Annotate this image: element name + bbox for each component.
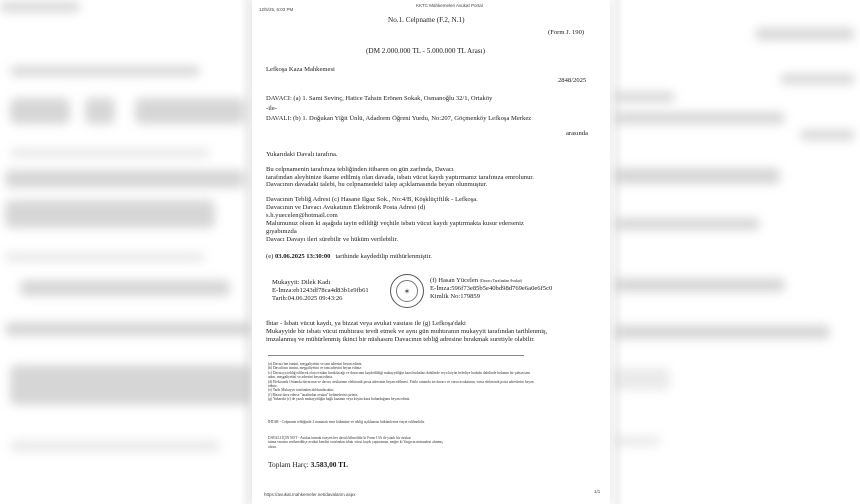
footnote: (d) Elektronik Ortamda davacının ve davacı avukatının elektronik posta adresinin beyan edilmesi. Fiziki ortamda ise davacı ve varsa avukatının, varsa elektronik posta adreslerini beyan ediniz. (268, 379, 534, 389)
value-range: (DM 2.000.000 TL - 5.000.000 TL Arası) (366, 47, 485, 55)
seal-date-line (266, 253, 432, 261)
body-line: Davacının davadaki talebi, bu celpnamedeki talep açıklamasında beyan olunmuştur. (266, 181, 488, 188)
print-datetime: 12/5/25, 6:03 PM (259, 7, 294, 12)
print-url: https://avukat.mahkemeler.net/davalarim.aspx (264, 492, 356, 497)
fee-value: 3.583,00 TL (310, 460, 349, 469)
warning-line: imzalanmış ve mühürlenmiş ikinci bir nüshasını Davacının tebliğ adresine bırakmak suretiyle olabilir. (266, 336, 535, 343)
service-address: Davacının Tebliğ Adresi (c) Hasane Ilgaz Sok., No:4/B, Köşklüçiftlik - Lefkoşa. (266, 196, 478, 203)
warning-line: Mukayyide bir isbatı vücut muhtırası tevdi etmek ve aynı gün muhtıranın mukayyit tarafından tarihlenmiş, (266, 328, 548, 335)
versus-line: -ile- (266, 105, 277, 112)
form-number: (Form J. 190) (548, 29, 585, 36)
notice-line: gıyabınızda (266, 228, 297, 235)
footnote-divider (268, 355, 524, 356)
page-indicator: 1/1 (594, 489, 601, 494)
case-number: 2848/2025 (558, 77, 587, 84)
seal-date-prefix: (e) (266, 253, 274, 260)
defendant-note (268, 436, 548, 449)
addressee-line: Yukarıdaki Davalı tarafına. (266, 151, 338, 158)
footnote: (g) Yukarıda (c) de yazılı mukayyitliğin bağlı kazanın veya köyün kaza bulunduğunu beyan ediniz. (268, 397, 411, 402)
body-line: Bu celpnamenin tarafınıza tebliğinden itibaren on gün zarfında, Davacı (266, 166, 454, 173)
document-page (252, 0, 610, 504)
fee-label: Toplam Harç: (268, 460, 309, 469)
email-label: Davacının ve Davacı Avukatının Elektronik Posta Adresi (d) (266, 204, 426, 211)
footnotes (268, 362, 538, 402)
document-title: No.1. Celpname (F.2, N.1) (388, 16, 465, 24)
lawyer-name: (f) Hasan Yücelen (430, 277, 479, 284)
body-line: tarafından aleyhinize ikame edilmiş olan davada, isbatı vücut kaydı yaptırmanız tarafınıza emrolunur. (266, 173, 534, 181)
defendant-note-line: DAVALI İÇİN NOT - Avukat tutmak isteyen her davalı bilmelidir ki Form 13A ile yazılı bir avukat (268, 436, 411, 440)
defendant-note-line: olsun. (268, 444, 277, 449)
seal-date-suffix: tarihinde kaydedilip mühürlenmiştir. (335, 253, 432, 260)
footnote: (a) Davacı'nın ismini, meşgaliyetini ve tam adresini beyan ediniz. (268, 362, 363, 366)
lawyer-id: Kimlik No:179859 (430, 293, 481, 300)
court-name: Lefkoşa Kaza Mahkemesi (266, 66, 335, 73)
footnote: (f) Bizzat dava ederse "tarafından avukat" kelimelerini çiziniz. (268, 392, 358, 397)
registrar-signature: E-İmza:eb1243df78ca4d83b1e9fb61 (272, 287, 369, 294)
notice-line: Malumunuz olsun ki aşağıda tayin edildiği veçhile isbatı vücut kaydı yaptırmakta kusur ederseniz (266, 220, 524, 227)
defendant-note-line: tutma vasıtası verilmedikçe avukat kendisi tarafından isbatı vücut kaydı yaptıramaz, meğer ki Yargıcın müsaadesi alınmış (268, 440, 443, 445)
court-seal-icon: ✶ (390, 274, 424, 308)
footnote: (c) Davacıya tebliğ edilecek olan evrakın bırakılacağı ve davacının kaydedildiği mukayyitliğin kaza hudutları dahilinde veya köyün belediye hududu dahilinde bulunan bir şahsın tam adını, meşgaliyetini ve adresini beyan ediniz. (268, 370, 530, 380)
service-notice: İHTAR - Celpname tebliğinde 2 numaralı emir hükmüne ve tebliğ açıklaması hükümlerine riayet edilmelidir. (268, 420, 425, 424)
plaintiff-line: DAVACI: (a) 1. Sami Sevinç, Hatice Tahsin Erönen Sokak, Osmanoğlu 32/1, Ortaköy (266, 95, 493, 102)
portal-title: KKTC Mahkemeleri Avukat Portal (416, 3, 483, 8)
lawyer-role: (Davacı Tarafından Avukat) (479, 279, 522, 283)
seal-datetime: 03.06.2025 13:30:00 (274, 253, 331, 260)
between-label: arasında (566, 130, 588, 137)
warning-line: İhtar - İsbatı vücut kaydı, ya bizzat veya avukat vasıtası ile (g) Lefkoşa'daki (266, 320, 466, 327)
footnote: (e) Tarih Mukayyit tarafından doldurulacaktır. (268, 388, 335, 393)
footnote: (b) Davalı'nın ismini, meşgaliyetini ve tam adresini beyan ediniz. (268, 366, 362, 371)
defendant-line: DAVALI: (b) 1. Doğukan Yiğit Ünlü, Adadorm Öğreni Yurdu, No:207, Göçmenköy Lefkoşa Merkez (266, 115, 532, 122)
notice-line: Davacı Davayı ileri sürebilir ve hüküm verilebilir. (266, 236, 399, 243)
registrar-name: Mukayyit: Dilek Kadı (272, 279, 331, 286)
total-fee (268, 460, 348, 469)
registrar-date: Tarih:04.06.2025 09:43:26 (272, 295, 343, 302)
email-address: s.h.yuecelen@hotmail.com (266, 212, 338, 219)
lawyer-signature: E-İmza:596f73e85b5e40bd98d769e6a0e6f5c0 (430, 285, 553, 292)
